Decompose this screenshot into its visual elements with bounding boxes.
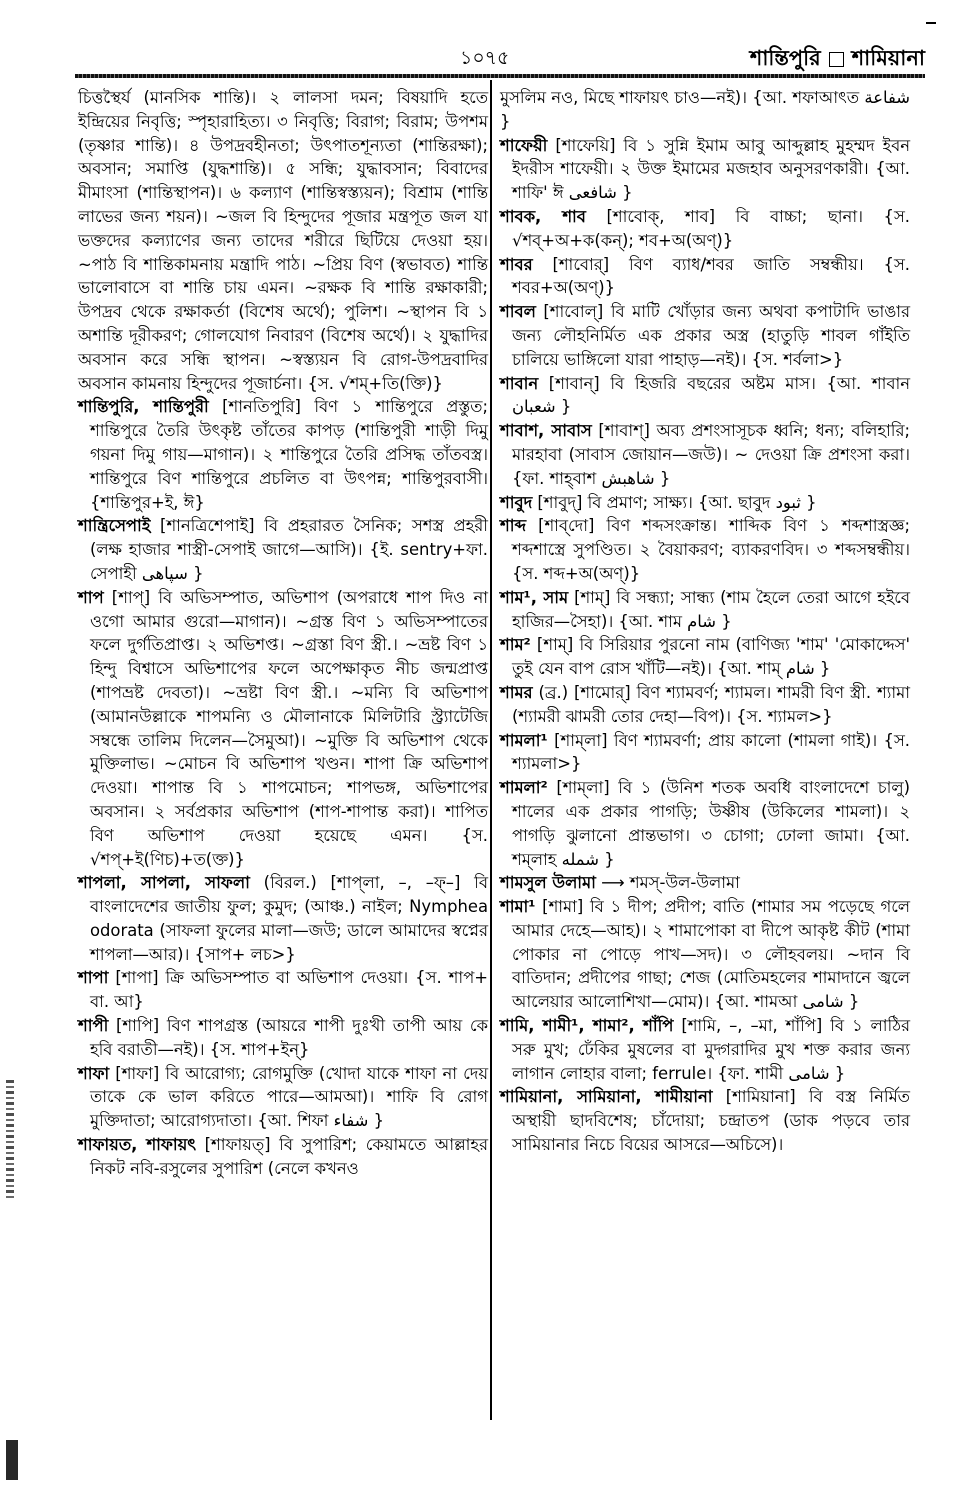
definition: [শাবোক্, শাব] বি বাচ্চা; ছানা। {স. √শব্+অ+ক(কন্); শব+অ(অণ্)}: [512, 206, 910, 250]
definition: [শামা] বি ১ দীপ; প্রদীপ; বাতি (শামার সম পড়েছে গলে আমার দেহে—আহ)। ২ শামাপোকা বা দীপে আকৃষ্ট কীট (শামা পোকার না পোড়ে পাখ—সদ)। ৩ লৌহবলয়। ~দান বি বাতিদান; প্রদীপের গাছা; শেজ (মোতিমহলের শামাদানে জ্বলে আলেয়ার আলোশিখা—মোম)। {আ. শামআ شامی }: [512, 897, 910, 1012]
definition: [শাব্‌দো] বিণ শব্দসংক্রান্ত। শাব্দিক বিণ ১ শব্দশাস্ত্রজ্ঞ; শব্দশাস্ত্রে সুপণ্ডিত। ২ বৈয়াকরণ; ব্যাকরণবিদ। ৩ শব্দসম্বন্ধীয়। {স. শব্দ+অ(অণ্)}: [512, 516, 910, 583]
dictionary-entry: [500, 681, 910, 729]
definition: মুসলিম নও, মিছে শাফায়ৎ চাও—নই)। {আ. শফাআৎত شفاعة }: [500, 88, 910, 131]
headword: শাবক, শাব: [500, 206, 586, 226]
dictionary-entry: [78, 871, 488, 966]
definition: [শাম্‌লা] বি ১ (উনিশ শতক অবধি বাংলাদেশে চালু) শালের এক প্রকার পাগড়ি; উষ্ণীষ (উকিলের শামলা)। ২ পাগড়ি ঝুলানো প্রান্তভাগ। ৩ চোগা; ঢোলা জামা। {আ. শম্‌লাহ شمله }: [512, 778, 910, 869]
dictionary-entry: [500, 372, 910, 420]
right-column: [500, 86, 910, 1157]
definition: [শানতিপুরি] বিণ ১ শান্তিপুরে প্রস্তুত; শান্তিপুরে তৈরি উৎকৃষ্ট তাঁতের কাপড় (শান্তিপুরী শাড়ী দিমু গয়না দিমু গায়—মাগান)। ২ শান্তিপুরে তৈরি প্রসিদ্ধ তাঁতবস্ত্র। শান্তিপুরে বিণ শান্তিপুরে প্রচলিত বা উৎপন্ন; শান্তিপুরবাসী। {শান্তিপুর+ই, ঈ}: [90, 397, 488, 512]
dictionary-entry: [78, 966, 488, 1014]
definition: [শাবান্] বি হিজরি বছরের অষ্টম মাস। {আ. শাবান شعبان }: [512, 373, 910, 417]
definition: [শাম্‌লা] বিণ শ্যামবর্ণা; প্রায় কালো (শামলা গাই)। {স. শ্যামলা>}: [512, 730, 910, 774]
definition: (ব্র.) [শামোর্] বিণ শ্যামবর্ণ; শ্যামল। শামরী বিণ স্ত্রী. শ্যামা (শ্যামরী ঝামরী তোর দেহা—বিপ)। {স. শ্যামল>}: [512, 682, 910, 726]
headword: শামর: [500, 682, 533, 702]
headword: শাফায়ত, শাফায়ৎ: [78, 1135, 197, 1155]
dictionary-entry: [500, 300, 910, 371]
scan-mark: [926, 22, 936, 24]
headword: শাম²: [500, 635, 531, 655]
definition: [শাবাশ্] অব্য প্রশংসাসূচক ধ্বনি; ধন্য; বলিহারি; মারহাবা (সাবাস জোয়ান—জউ)। ~ দেওয়া ক্রি প্রশংসা করা। {ফা. শাহ্‌বাশ شاهبش }: [512, 421, 910, 488]
headword: শামসুল উলামা: [500, 873, 596, 893]
dictionary-entry: [500, 776, 910, 871]
headword: শামলা²: [500, 778, 548, 798]
separator-box-icon: [829, 52, 844, 67]
headword: শামা¹: [500, 897, 536, 917]
headword: শাফা: [78, 1063, 110, 1083]
dictionary-entry: [78, 586, 488, 872]
dictionary-entry: [78, 514, 488, 585]
definition: [শামি, –, –মা, শাঁপি] বি ১ লাঠির সরু মুখ; ঢেঁকির মুষলের বা মুদ্গরাদির মুখ শক্ত করার জন্য লাগান লোহার বালা; ferrule। {ফা. শামী شامی }: [512, 1016, 910, 1083]
definition: [শানত্রিশেপাই] বি প্রহরারত সৈনিক; সশস্ত্র প্রহরী (লক্ষ হাজার শাস্ত্রী-সেপাই জাগে—আসি)। {ই. sentry+ফা. সেপাহী سپاهی }: [90, 516, 488, 583]
headword: শাবান: [500, 373, 539, 393]
headword: শাপা: [78, 968, 109, 988]
entry-continuation: [78, 86, 488, 395]
dictionary-entry: [78, 1062, 488, 1133]
definition: [শাফেয়ি] বি ১ সুন্নি ইমাম আবু আব্দুল্লাহ মুহম্মদ ইবন ইদরীস শাফেয়ী। ২ উক্ত ইমামের মজহাব অনুসরণকারী। {আ. শাফি' ঈ شافعی }: [512, 135, 910, 203]
definition: [শাপি] বিণ শাপগ্রস্ত (আয়রে শাপী দুঃখী তাপী আয় কে হবি বরাতী—নই)। {স. শাপ+ইন্}: [90, 1016, 488, 1059]
header-rule: [75, 74, 925, 78]
dictionary-entry: [500, 1085, 910, 1156]
dictionary-entry: [500, 514, 910, 585]
definition: [শাবুদ্] বি প্রমাণ; সাক্ষ্য। {আ. ছাবুদ ثبود }: [537, 492, 817, 512]
headword: শান্তিপুরি, শান্তিপুরী: [78, 397, 209, 417]
dictionary-entry: [500, 633, 910, 681]
guide-word-first: শান্তিপুরি: [749, 46, 821, 70]
guide-word-last: শামিয়ানা: [851, 46, 925, 70]
headword: শাবুদ: [500, 492, 533, 512]
headword: শাপী: [78, 1016, 109, 1036]
guide-words: [750, 42, 925, 77]
headword: শামলা¹: [500, 730, 548, 750]
dictionary-entry: [500, 419, 910, 490]
definition: (বিরল.) [শাপ্‌লা, –, –ফ্–] বি বাংলাদেশের জাতীয় ফুল; কুমুদ; (আঞ্চ.) নাইল; Nymphea odorata (সাফলা ফুলের মালা—জউ; ডালে আমাদের স্বপ্নের শাপলা—আর)। {সাপ+ লচ>}: [90, 873, 488, 964]
definition: ⟶ শমস্-উল-উলামা: [601, 873, 740, 893]
page-number: ১০৭৫: [460, 47, 510, 69]
headword: শাপলা, সাপলা, সাফলা: [78, 873, 250, 893]
dictionary-entry: [78, 395, 488, 514]
dictionary-entry: [500, 1014, 910, 1085]
definition: [শাম্] বি সন্ধ্যা; সান্ধ্য (শাম হৈলে তেরা আগে হইবে হাজির—সৈহা)। {আ. শাম شام }: [512, 587, 910, 631]
left-column: [78, 86, 488, 1181]
definition: [শাম্] বি সিরিয়ার পুরনো নাম (বাণিজ্য 'শাম' 'মোকাদ্দেস' তুই যেন বাপ রোস খাঁটি—নই)। {আ. শাম্ شام }: [512, 635, 910, 679]
definition: [শাফায়ত্] বি সুপারিশ; কেয়ামতে আল্লাহর নিকট নবি-রসুলের সুপারিশ (নেলে কখনও: [90, 1135, 488, 1178]
definition: [শাবোল্] বি মাটি খোঁড়ার জন্য অথবা কপাটাদি ভাঙার জন্য লৌহনির্মিত এক প্রকার অস্ত্র (হাতুড়ি শাবল গাঁইতি চালিয়ে ভাঙ্গিলো যারা পাহাড়—নই)। {স. শর্বলা>}: [512, 302, 911, 369]
definition: [শামিয়ানা] বি বস্ত্র নির্মিত অস্থায়ী ছাদবিশেষ; চাঁদোয়া; চন্দ্রাতপ (ডাক পড়বে তার সামিয়ানার নিচে বিয়ের আসরে—অচিসে)।: [512, 1087, 910, 1155]
headword: শামি, শামী¹, শামা², শাঁপি: [500, 1016, 674, 1036]
dictionary-entry: [500, 134, 910, 205]
definition: [শাবোর্] বিণ ব্যাধ/শবর জাতি সম্বন্ধীয়। {স. শবর+অ(অণ্)}: [512, 254, 910, 298]
dictionary-entry: [500, 253, 910, 301]
headword: শাব্দ: [500, 516, 526, 536]
dictionary-entry: [500, 871, 910, 895]
headword: শাম¹, সাম: [500, 587, 569, 607]
scan-artifact: [6, 1440, 18, 1480]
headword: শামিয়ানা, সামিয়ানা, শামীয়ানা: [500, 1087, 713, 1107]
definition: [শাফা] বি আরোগ্য; রোগমুক্তি (খোদা যাকে শাফা না দেয় তাকে কে ভাল করিতে পারে—আমআ)। শাফি বি রোগ মুক্তিদাতা; আরোগ্যদাতা। {আ. শিফা شفاء }: [90, 1063, 489, 1131]
headword: শাবর: [500, 254, 533, 274]
definition: [শাপা] ক্রি অভিসম্পাত বা অভিশাপ দেওয়া। {স. শাপ+ বা. আ}: [90, 968, 488, 1012]
definition: চিত্তস্থৈর্য (মানসিক শান্তি)। ২ লালসা দমন; বিষয়াদি হতে ইন্দ্রিয়ের নিবৃত্তি; স্পৃহারাহিত্য। ৩ নিবৃত্তি; বিরাগ; বিরাম; উপশম (তৃষ্ণার শান্তি)। ৪ উপদ্রবহীনতা; উৎপাতশূন্যতা (শান্তিরক্ষা); অবসান; সমাপ্তি (যুদ্ধশান্তি)। ৫ সন্ধি; যুদ্ধাবসান; বিবাদের মীমাংসা (শান্তিস্থাপন)। ৬ কল্যাণ (শান্তিস্বস্ত্যয়ন); বিশ্রাম (শান্তি লাভের জন্য শয়ন)। ~জল বি হিন্দুদের পূজার মন্ত্রপূত জল যা ভক্তদের কল্যাণের জন্য তাদের শরীরে ছিটিয়ে দেওয়া হয়। ~পাঠ বি শান্তিকামনায় মন্ত্রাদি পাঠ। ~প্রিয় বিণ (স্বভাবত) শান্তি ভালোবাসে বা শান্তি চায় এমন। ~রক্ষক বি শান্তি রক্ষাকারী; উপদ্রব থেকে রক্ষাকর্তা (বিশেষ অর্থে); পুলিশ। ~স্থাপন বি ১ অশান্তি দূরীকরণ; গোলযোগ নিবারণ (বিশেষ অর্থে)। ২ যুদ্ধাদির অবসান করে সন্ধি স্থাপন। ~স্বস্ত্যয়ন বি রোগ-উপদ্রবাদির অবসান কামনায় হিন্দুদের পূজার্চনা। {স. √শম্+তি(ক্তি)}: [78, 88, 488, 393]
dictionary-entry: [78, 1133, 488, 1181]
scan-artifact: [6, 1080, 14, 1200]
definition: [শাপ্] বি অভিসম্পাত, অভিশাপ (অপরাধে শাপ দিও না ওগো আমার গুরো—মাগান)। ~গ্রস্ত বিণ ১ অভিসম্পাতের ফলে দুর্গতিপ্রাপ্ত। ২ অভিশপ্ত। ~গ্রস্তা বিণ স্ত্রী.। ~ভ্রষ্ট বিণ ১ হিন্দু বিশ্বাসে অভিশাপের ফলে অপেক্ষাকৃত নীচ জন্মপ্রাপ্ত (শাপভ্রষ্ট দেবতা)। ~ভ্রষ্টা বিণ স্ত্রী.। ~মন্যি বি অভিশাপ (আমানউল্লাকে শাপমন্যি ও মৌলানাকে মিলিটারি স্ট্র্যাটেজি সম্বন্ধে তালিম দিলেন—সৈমুআ)। ~মুক্তি বি অভিশাপ থেকে মুক্তিলাভ। ~মোচন বি অভিশাপ খণ্ডন। শাপা ক্রি অভিশাপ দেওয়া। শাপান্ত বি ১ শাপমোচন; শাপভঙ্গ, অভিশাপের অবসান। ২ সর্বপ্রকার অভিশাপ (শাপ-শাপান্ত করা)। শাপিত বিণ অভিশাপ দেওয়া হয়েছে এমন। {স. √শপ্+ই(ণিচ)+ত(ক্ত)}: [90, 587, 489, 869]
headword: শাফেয়ী: [500, 135, 548, 155]
dictionary-entry: [500, 491, 910, 515]
headword: শাপ: [78, 587, 104, 607]
dictionary-entry: [78, 1014, 488, 1062]
headword: শাবল: [500, 302, 536, 322]
dictionary-entry: [500, 586, 910, 634]
dictionary-entry: [500, 895, 910, 1014]
dictionary-entry: [500, 729, 910, 777]
headword: শান্ত্রিসেপাই: [78, 516, 151, 536]
headword: শাবাশ, সাবাস: [500, 421, 592, 441]
dictionary-entry: [500, 205, 910, 253]
page-header: [75, 40, 925, 74]
column-divider: [490, 80, 492, 1420]
entry-continuation: [500, 86, 910, 134]
